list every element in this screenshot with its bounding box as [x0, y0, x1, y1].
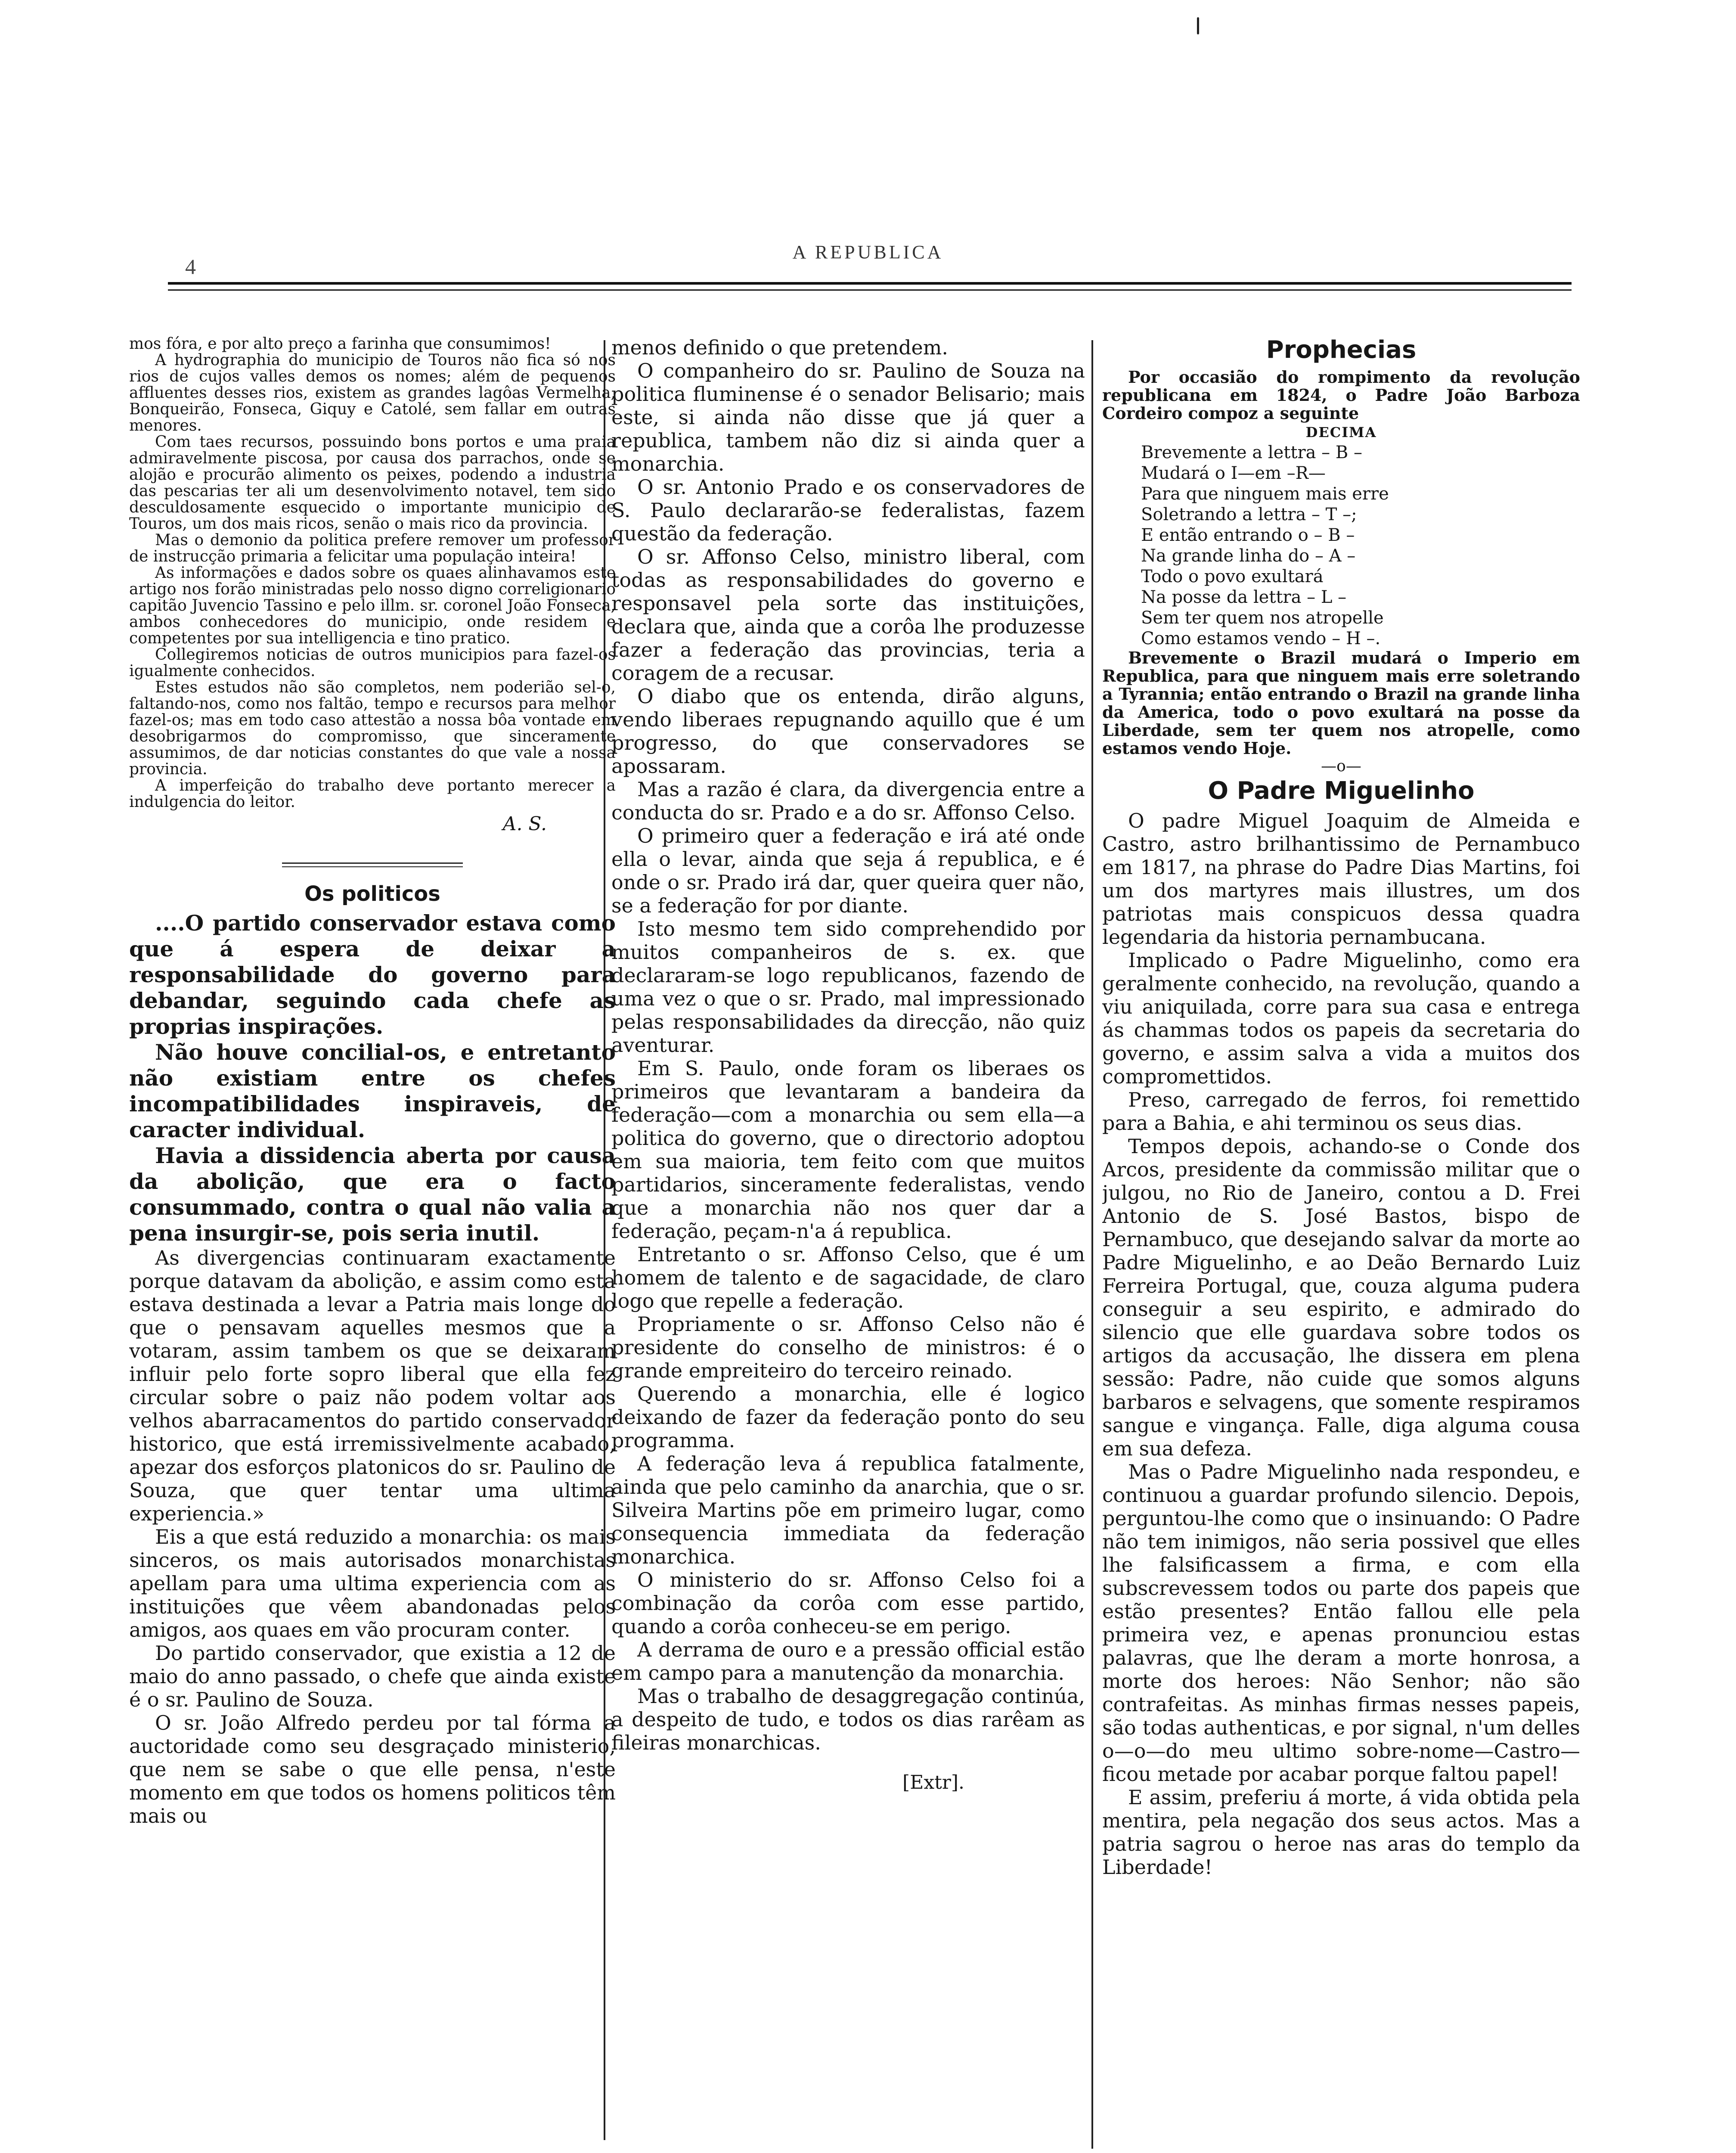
quote-paragraph: ....O partido conservador estava como que á espera de deixar a responsabilidade do governo para debandar, seguindo cada chefe as proprias inspirações.: [129, 910, 616, 1039]
verse-line: Sem ter quem nos atropelle: [1141, 608, 1384, 628]
article-paragraph: Tempos depois, achando-se o Conde dos Arcos, presidente da commissão militar que o julgou, no Rio de Janeiro, contou a D. Frei Antonio de S. José Bastos, bispo de Pernambuco, que desejando salvar da morte ao Padre Miguelinho, e ao Deão Bernardo Luiz Ferreira Portugal, que, couza alguma pudera conseguir a seu espirito, e admirado do silencio que elle guardava sobre todos os artigos da accusação, lhe dissera em plena sessão: Padre, não cuide que somos alguns barbaros e selvagens, que somente respiramos sangue e vingança. Falle, diga alguma cousa em sua defeza.: [1102, 1135, 1580, 1460]
article-paragraph: Mas o Padre Miguelinho nada respondeu, e continuou a guardar profundo silencio. Depois, perguntou-lhe como que o insinuando: O Padre não tem inimigos, não seria possivel que elles lhe falsificassem a firma, e com ella subscrevessem todos ou parte dos papeis que estão presentes? Então fallou elle pela primeira vez, e apenas pronunciou estas palavras, que lhe deram a morte honrosa, a morte dos heroes: Não Senhor; não são contrafeitas. As minhas firmas nesses papeis, são todas authenticas, e por signal, n'um delles o—o—do meu ultimo sobre-nome—Castro—ficou metade por acabar porque faltou papel!: [1102, 1460, 1580, 1786]
article-paragraph: E assim, preferiu á morte, á vida obtida pela mentira, pela negação dos seus actos. Mas a patria sagrou o heroe nas aras do templo da Liberdade!: [1102, 1786, 1580, 1879]
section-title-prophecias: Prophecias: [1266, 336, 1417, 364]
article-paragraph: A hydrographia do municipio de Touros não fica só nos rios de cujos valles demos os nomes; além de pequenos affluentes desses rios, existem as grandes lagôas Vermelha, Bonqueirão, Fonseca, Giquy e Catolé, sem fallar em outras menores.: [129, 351, 616, 434]
article-paragraph: O primeiro quer a federação e irá até onde ella o levar, ainda que seja á republica, e é onde o sr. Prado irá dar, quer queira quer não, se a federação for por diante.: [611, 824, 1085, 917]
article-paragraph: O companheiro do sr. Paulino de Souza na politica fluminense é o senador Belisario; mais este, si ainda não disse que já quer a republica, tambem não diz si ainda quer a monarchia.: [611, 359, 1085, 475]
article-paragraph: Com taes recursos, possuindo bons portos e uma praia admiravelmente piscosa, por causa dos parrachos, onde se alojão e procurão alimento os peixes, podendo a industria das pescarias ter ali um desenvolvimento notavel, tem sido desculdosamente esquecido o importante municipio de Touros, um dos mais ricos, senão o mais rico da provincia.: [129, 433, 616, 533]
section-separator: —o—: [1321, 757, 1361, 775]
article-paragraph: Eis a que está reduzido a monarchia: os mais sinceros, os mais autorisados monarchistas apellam para uma ultima experiencia com as instituições que vêem abandonadas pelos amigos, aos quaes em vão procuram conter.: [129, 1525, 616, 1641]
running-head: A REPUBLICA: [792, 242, 944, 263]
verse-line: Soletrando a lettra – T –;: [1141, 505, 1357, 524]
article-paragraph: O diabo que os entenda, dirão alguns, vendo liberaes repugnando aquillo que é um progresso, do que conservadores se apossaram.: [611, 685, 1085, 778]
verse-line: E então entrando o – B –: [1141, 525, 1355, 545]
article-paragraph: Propriamente o sr. Affonso Celso não é presidente do conselho de ministros: é o grande empreiteiro do terceiro reinado.: [611, 1312, 1085, 1382]
article-paragraph: Collegiremos noticias de outros municipios para fazel-os igualmente conhecidos.: [129, 646, 616, 680]
article-paragraph: Mas a razão é clara, da divergencia entre a conducta do sr. Prado e a do sr. Affonso Celso.: [611, 778, 1085, 824]
verse-line: Na posse da lettra – L –: [1141, 587, 1347, 607]
column-2: [611, 336, 1085, 2144]
article-paragraph: Implicado o Padre Miguelinho, como era geralmente conhecido, na revolução, quando a viu aniquilada, corre para sua casa e entrega ás chammas todos os papeis da secretaria do governo, e assim salva a vida a muitos dos compromettidos.: [1102, 949, 1580, 1088]
article-signature: A. S.: [502, 813, 547, 835]
article-paragraph: Mas o demonio da politica prefere remover um professor de instrucção primaria a felicitar uma população inteira!: [129, 531, 616, 565]
quote-paragraph: Não houve concilial-os, e entretanto não existiam entre os chefes incompatibilidades inspiraveis, de caracter individual.: [129, 1039, 616, 1142]
header-rule-thin: [168, 289, 1572, 291]
column-separator: [1091, 340, 1093, 2149]
column-1: [129, 336, 616, 2136]
article-paragraph: Estes estudos não são completos, nem poderião sel-o, faltando-nos, como nos faltão, tempo e recursos para melhor fazel-os; mas em todo caso attestão a nossa bôa vontade em desobrigarmos do compromisso, que sinceramente assumimos, de dar noticias constantes do que vale a nossa provincia.: [129, 679, 616, 778]
article-paragraph: Mas o trabalho de desaggregação continúa, a despeito de tudo, e todos os dias rarêam as fileiras monarchicas.: [611, 1685, 1085, 1754]
verse-line: Para que ninguem mais erre: [1141, 484, 1389, 504]
article-paragraph: Isto mesmo tem sido comprehendido por muitos companheiros de s. ex. que declararam-se logo republicanos, fazendo de uma vez o que o sr. Prado, mal impressionado pelas responsabilidades da direcção, não quiz aventurar.: [611, 917, 1085, 1057]
prophecy-explanation: Brevemente o Brazil mudará o Imperio em Republica, para que ninguem mais erre soletrando a Tyrannia; então entrando o Brazil na grande linha da America, todo o povo exultará na posse da Liberdade, sem ter quem nos atropelle, como estamos vendo Hoje.: [1102, 648, 1580, 758]
verse-line: Mudará o I—em –R—: [1141, 463, 1326, 483]
article-paragraph: A derrama de ouro e a pressão official estão em campo para a manutenção da monarchia.: [611, 1638, 1085, 1685]
article-paragraph: O sr. João Alfredo perdeu por tal fórma a auctoridade como seu desgraçado ministerio, que nem se sabe o que elle pensa, n'este momento em que todos os homens politicos têm mais ou: [129, 1711, 616, 1827]
article-paragraph: menos definido o que pretendem.: [611, 336, 948, 359]
article-paragraph: A federação leva á republica fatalmente, ainda que pelo caminho da anarchia, que o sr. Silveira Martins põe em primeiro lugar, como consequencia immediata da federação monarchica.: [611, 1452, 1085, 1568]
scan-mark: [1197, 17, 1199, 34]
ornamental-divider: [129, 861, 616, 869]
article-paragraph: O sr. Affonso Celso, ministro liberal, com todas as responsabilidades do governo e responsavel pela sorte das instituições, declara que, ainda que a corôa lhe produzesse fazer a federação das provincias, teria a coragem de a recusar.: [611, 545, 1085, 685]
verse-line: Na grande linha do – A –: [1141, 546, 1356, 566]
article-paragraph: mos fóra, e por alto preço a farinha que consumimos!: [129, 336, 551, 353]
article-paragraph: Do partido conservador, que existia a 12 de maio do anno passado, o chefe que ainda existe é o sr. Paulino de Souza.: [129, 1641, 616, 1711]
article-paragraph: Em S. Paulo, onde foram os liberaes os primeiros que levantaram a bandeira da federação—com a monarchia ou sem ella—a politica do governo, que o directorio adoptou em sua maioria, tem feito com que muitos partidarios, sinceramente federalistas, vendo que a monarchia não nos quer dar a federação, peçam-n'a á republica.: [611, 1057, 1085, 1243]
page-number: 4: [185, 254, 196, 279]
source-credit: [Extr].: [902, 1771, 964, 1793]
article-paragraph: A imperfeição do trabalho deve portanto merecer a indulgencia do leitor.: [129, 777, 616, 811]
section-title-os-politicos: Os politicos: [304, 882, 440, 906]
quote-paragraph: Havia a dissidencia aberta por causa da abolição, que era o facto consummado, contra o qual não valia a pena insurgir-se, pois seria inutil.: [129, 1143, 616, 1246]
article-paragraph: As divergencias continuaram exactamente porque datavam da abolição, e assim como esta estava destinada a levar a Patria mais longe do que o pensavam aquelles mesmos que a votaram, assim tambem os que se deixaram influir pelo forte sopro liberal que ella fez circular sobre o paiz não podem voltar aos velhos abarracamentos do partido conservador historico, que está irremissivelmente acabado, apezar dos esforços platonicos do sr. Paulino de Souza, que quer tentar uma ultima experiencia.»: [129, 1246, 616, 1525]
article-paragraph: Preso, carregado de ferros, foi remettido para a Bahia, e ahi terminou os seus dias.: [1102, 1088, 1580, 1135]
article-paragraph: O ministerio do sr. Affonso Celso foi a combinação da corôa com esse partido, quando a corôa conheceu-se em perigo.: [611, 1568, 1085, 1638]
article-paragraph: O padre Miguel Joaquim de Almeida e Castro, astro brilhantissimo de Pernambuco em 1817, na phrase do Padre Dias Martins, foi um dos martyres mais illustres, um dos patriotas mais conspicuos dessa quadra legendaria da historia pernambucana.: [1102, 809, 1580, 949]
verse-line: Como estamos vendo – H –.: [1141, 629, 1381, 648]
prophecy-intro: Por occasião do rompimento da revolução republicana em 1824, o Padre João Barboza Cordeiro compoz a seguinte: [1102, 367, 1580, 423]
verse-line: Brevemente a lettra – B –: [1141, 443, 1362, 462]
article-paragraph: Entretanto o sr. Affonso Celso, que é um homem de talento e de sagacidade, de claro logo que repelle a federação.: [611, 1243, 1085, 1312]
article-paragraph: O sr. Antonio Prado e os conservadores de S. Paulo declararão-se federalistas, fazem questão da federação.: [611, 475, 1085, 545]
section-title-padre-miguelinho: O Padre Miguelinho: [1208, 777, 1475, 805]
decima-title: DECIMA: [1305, 424, 1377, 441]
header-rule: [168, 282, 1572, 285]
article-paragraph: As informações e dados sobre os quaes alinhavamos este artigo nos forão ministradas pelo nosso digno correligionario capitão Juvencio Tassino e pelo illm. sr. coronel João Fonseca, ambos conhecedores do municipio, onde residem e competentes por sua intelligencia e tino pratico.: [129, 564, 616, 647]
column-3: [1102, 336, 1580, 2110]
verse-line: Todo o povo exultará: [1141, 567, 1324, 586]
article-paragraph: Querendo a monarchia, elle é logico deixando de fazer da federação ponto do seu programma.: [611, 1382, 1085, 1452]
